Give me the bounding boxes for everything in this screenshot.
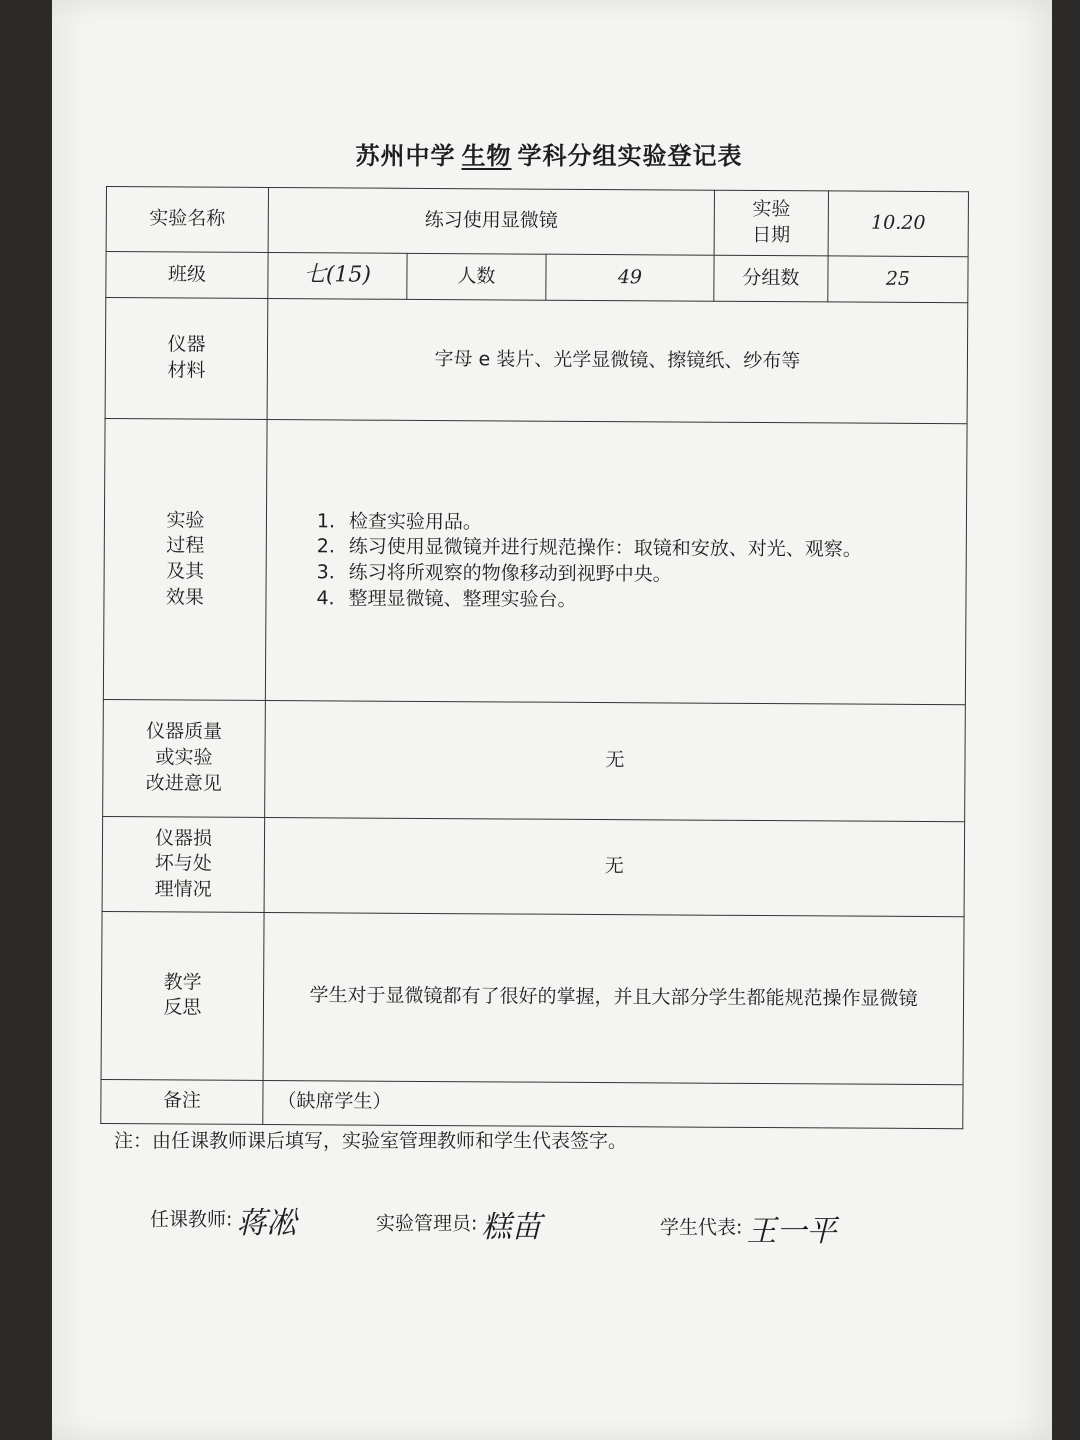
admin-signature-block: [376, 1202, 541, 1246]
value-experiment-name: 练习使用显微镜: [268, 187, 714, 254]
teacher-signature: 蒋凇: [236, 1206, 297, 1241]
label-count: 人数: [407, 253, 546, 300]
admin-label: 实验管理员:: [376, 1212, 478, 1235]
row-damage: [102, 817, 965, 917]
label-quality: 仪器质量 或实验 改进意见: [103, 699, 266, 817]
label-experiment-name: 实验名称: [106, 187, 268, 253]
row-experiment-name: [106, 187, 968, 257]
admin-signature: 糕苗: [481, 1210, 542, 1245]
value-process: [265, 420, 967, 705]
value-quality: 无: [265, 700, 966, 821]
value-remarks: （缺席学生）: [263, 1080, 963, 1129]
teacher-label: 任课教师:: [150, 1208, 233, 1231]
teacher-signature-block: [150, 1198, 296, 1242]
title-subject: 生物: [461, 142, 512, 170]
form-title: [0, 136, 1080, 171]
label-remarks: 备注: [101, 1079, 263, 1124]
value-groups: 25: [828, 256, 968, 303]
value-materials: 字母 e 装片、光学显微镜、擦镜纸、纱布等: [267, 299, 968, 424]
row-materials: [105, 298, 968, 424]
value-reflection: 学生对于显微镜都有了很好的掌握，并且大部分学生都能规范操作显微镜: [263, 912, 964, 1084]
label-materials: 仪器 材料: [105, 298, 268, 420]
student-signature-block: [660, 1206, 836, 1250]
value-experiment-date: 10.20: [828, 191, 968, 256]
row-reflection: [101, 911, 964, 1084]
process-step: 1. 检查实验用品。: [316, 510, 483, 534]
experiment-record-table: [100, 186, 969, 1129]
label-damage: 仪器损 坏与处 理情况: [102, 817, 265, 913]
student-label: 学生代表:: [660, 1216, 743, 1239]
label-process: 实验 过程 及其 效果: [103, 419, 267, 701]
row-remarks: [101, 1079, 963, 1129]
footnote: 注：由任课教师课后填写，实验室管理教师和学生代表签字。: [114, 1130, 628, 1152]
label-reflection: 教学 反思: [101, 911, 264, 1080]
process-step: 3. 练习将所观察的物像移动到视野中央。: [316, 561, 672, 586]
title-rest: 学科分组实验登记表: [517, 142, 743, 170]
process-step: 4. 整理显微镜、整理实验台。: [316, 586, 577, 611]
process-steps-list: [272, 509, 960, 616]
label-class: 班级: [106, 251, 268, 298]
student-signature: 王一平: [746, 1214, 837, 1249]
signature-area: [0, 1190, 1080, 1260]
value-class: 七(15): [268, 252, 407, 299]
process-step: 2. 练习使用显微镜并进行规范操作：取镜和安放、对光、观察。: [316, 535, 862, 562]
row-process: [103, 419, 967, 705]
value-count: 49: [546, 254, 714, 301]
label-groups: 分组数: [714, 255, 828, 302]
value-damage: 无: [264, 817, 965, 916]
label-experiment-date: 实验 日期: [714, 190, 828, 255]
row-quality: [103, 699, 966, 821]
row-class-info: [106, 251, 968, 303]
title-school: 苏州中学: [355, 142, 456, 170]
